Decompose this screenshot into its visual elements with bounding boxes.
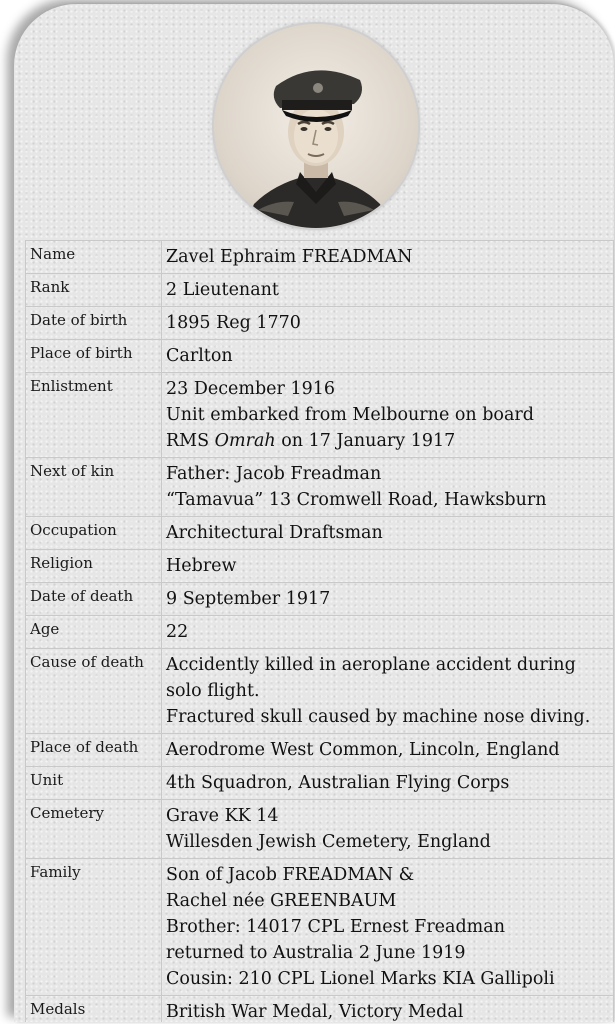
row-label: Name bbox=[26, 241, 162, 274]
row-value-line: Architectural Draftsman bbox=[166, 523, 383, 543]
row-value bbox=[162, 517, 614, 550]
row-value bbox=[162, 458, 614, 517]
row-label: Age bbox=[26, 616, 162, 649]
row-value-line: British War Medal, Victory Medal bbox=[166, 1002, 464, 1022]
row-value bbox=[162, 767, 614, 800]
details-table bbox=[25, 240, 614, 1022]
detail-row bbox=[26, 734, 614, 767]
row-value-line: Father: Jacob Freadman bbox=[166, 464, 382, 484]
detail-row bbox=[26, 767, 614, 800]
row-value bbox=[162, 373, 614, 458]
detail-row bbox=[26, 307, 614, 340]
row-value-line: Zavel Ephraim FREADMAN bbox=[166, 247, 413, 267]
row-label: Family bbox=[26, 859, 162, 996]
row-value-line: Grave KK 14 bbox=[166, 806, 279, 826]
ship-prefix: RMS bbox=[166, 431, 210, 451]
row-value bbox=[162, 649, 614, 734]
detail-row bbox=[26, 649, 614, 734]
detail-row bbox=[26, 800, 614, 859]
detail-row bbox=[26, 996, 614, 1023]
row-value-line: Fractured skull caused by machine nose diving. bbox=[166, 707, 591, 727]
row-value-line: 1895 Reg 1770 bbox=[166, 313, 301, 333]
row-label: Enlistment bbox=[26, 373, 162, 458]
detail-row bbox=[26, 274, 614, 307]
detail-row bbox=[26, 550, 614, 583]
row-value-line: Brother: 14017 CPL Ernest Freadman bbox=[166, 917, 505, 937]
detail-row bbox=[26, 241, 614, 274]
row-label: Date of death bbox=[26, 583, 162, 616]
row-label: Cemetery bbox=[26, 800, 162, 859]
row-value-line: Carlton bbox=[166, 346, 233, 366]
row-value-line: Son of Jacob FREADMAN & bbox=[166, 865, 415, 885]
row-value bbox=[162, 734, 614, 767]
portrait-image bbox=[214, 24, 418, 228]
row-label: Next of kin bbox=[26, 458, 162, 517]
row-value bbox=[162, 550, 614, 583]
row-value-line: solo flight. bbox=[166, 681, 260, 701]
detail-row bbox=[26, 616, 614, 649]
row-value-line: 9 September 1917 bbox=[166, 589, 331, 609]
row-value-line: Accidently killed in aeroplane accident during bbox=[166, 655, 576, 675]
row-value-line: “Tamavua” 13 Cromwell Road, Hawksburn bbox=[166, 490, 547, 510]
row-value bbox=[162, 616, 614, 649]
row-value bbox=[162, 800, 614, 859]
row-label: Date of birth bbox=[26, 307, 162, 340]
row-label: Place of death bbox=[26, 734, 162, 767]
row-value bbox=[162, 274, 614, 307]
row-label: Cause of death bbox=[26, 649, 162, 734]
row-label: Rank bbox=[26, 274, 162, 307]
row-value-line: 2 Lieutenant bbox=[166, 280, 279, 300]
row-value bbox=[162, 996, 614, 1023]
memorial-card bbox=[14, 4, 614, 1022]
row-label: Place of birth bbox=[26, 340, 162, 373]
ship-suffix: on 17 January 1917 bbox=[281, 431, 456, 451]
row-value-line: 23 December 1916 bbox=[166, 379, 335, 399]
row-label: Medals bbox=[26, 996, 162, 1023]
row-label: Religion bbox=[26, 550, 162, 583]
row-value-line: Rachel née GREENBAUM bbox=[166, 891, 397, 911]
detail-row bbox=[26, 340, 614, 373]
row-value-line: Willesden Jewish Cemetery, England bbox=[166, 832, 491, 852]
detail-row bbox=[26, 583, 614, 616]
row-value bbox=[162, 583, 614, 616]
row-value-line: returned to Australia 2 June 1919 bbox=[166, 943, 466, 963]
row-value-line: Hebrew bbox=[166, 556, 237, 576]
row-label: Unit bbox=[26, 767, 162, 800]
row-value bbox=[162, 859, 614, 996]
ship-line bbox=[166, 428, 610, 454]
row-value bbox=[162, 340, 614, 373]
detail-row bbox=[26, 517, 614, 550]
soldier-portrait-photo bbox=[214, 24, 418, 228]
detail-row bbox=[26, 458, 614, 517]
row-value-line: 22 bbox=[166, 622, 189, 642]
row-value-line: Aerodrome West Common, Lincoln, England bbox=[166, 740, 560, 760]
row-label: Occupation bbox=[26, 517, 162, 550]
row-value-line: Cousin: 210 CPL Lionel Marks KIA Gallipoli bbox=[166, 969, 555, 989]
detail-row bbox=[26, 859, 614, 996]
ship-name: Omrah bbox=[214, 431, 276, 451]
row-value bbox=[162, 307, 614, 340]
detail-row bbox=[26, 373, 614, 458]
row-value-line: Unit embarked from Melbourne on board bbox=[166, 405, 534, 425]
row-value-line: 4th Squadron, Australian Flying Corps bbox=[166, 773, 510, 793]
row-value bbox=[162, 241, 614, 274]
